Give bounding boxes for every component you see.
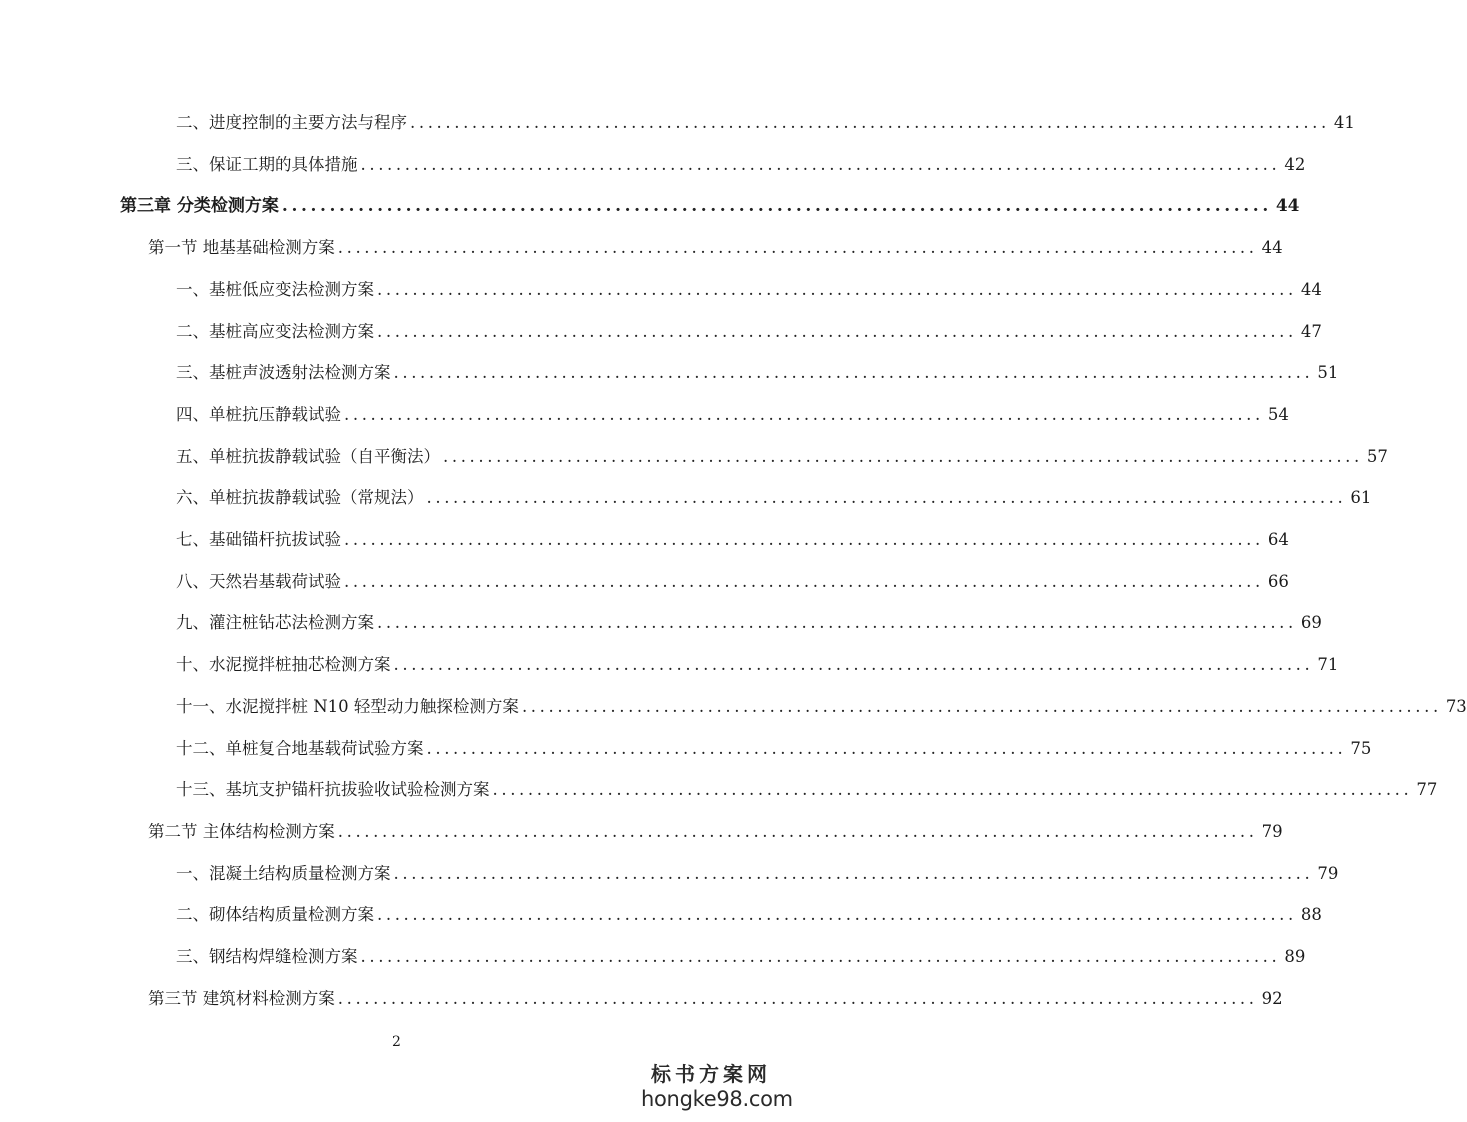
toc-dot-leader: ........................................................................................................ — [443, 447, 1363, 466]
toc-item[interactable] — [176, 271, 1322, 301]
toc-dot-leader: ........................................................................................................ — [337, 822, 1258, 841]
toc-item[interactable] — [176, 688, 1467, 718]
toc-entry-title: 五、单桩抗拔静载试验（自平衡法） — [176, 447, 440, 466]
toc-page-number: 88 — [1300, 905, 1322, 924]
toc-item[interactable] — [176, 938, 1306, 968]
toc-page-number: 79 — [1261, 822, 1283, 841]
toc-page-number: 44 — [1275, 196, 1300, 216]
toc-dot-leader: ........................................................................................................ — [377, 322, 1297, 341]
toc-entry-title: 一、混凝土结构质量检测方案 — [176, 864, 391, 883]
toc-section[interactable] — [148, 813, 1283, 843]
toc-page-number: 66 — [1267, 572, 1289, 591]
toc-page-number: 92 — [1261, 989, 1283, 1008]
toc-entry-title: 十、水泥搅拌桩抽芯检测方案 — [176, 655, 391, 674]
toc-dot-leader: ........................................................................................................ — [521, 697, 1442, 716]
toc-page-number: 89 — [1284, 947, 1306, 966]
toc-item[interactable] — [176, 479, 1372, 509]
toc-section[interactable] — [148, 980, 1283, 1010]
toc-page-number: 79 — [1317, 864, 1339, 883]
toc-page-number: 77 — [1416, 780, 1438, 799]
toc-item[interactable] — [176, 313, 1322, 343]
toc-dot-leader: ........................................................................................................ — [360, 947, 1281, 966]
toc-page-number: 41 — [1333, 113, 1355, 132]
watermark-url: hongke98.com — [641, 1087, 793, 1111]
toc-page-number: 57 — [1366, 447, 1388, 466]
toc-entry-title: 一、基桩低应变法检测方案 — [176, 280, 374, 299]
toc-page-number: 61 — [1350, 488, 1372, 507]
toc-entry-title: 十三、基坑支护锚杆抗拔验收试验检测方案 — [176, 780, 490, 799]
toc-page-number: 42 — [1284, 155, 1306, 174]
toc-item[interactable] — [176, 604, 1322, 634]
toc-page-number: 54 — [1267, 405, 1289, 424]
toc-dot-leader: ........................................................................................................ — [410, 113, 1330, 132]
toc-page-number: 51 — [1317, 363, 1339, 382]
toc-dot-leader: ........................................................................................................ — [344, 572, 1264, 591]
toc-dot-leader: ........................................................................................................ — [393, 363, 1314, 382]
toc-item[interactable] — [176, 438, 1388, 468]
toc-chapter[interactable] — [120, 187, 1300, 217]
toc-item[interactable] — [176, 146, 1306, 176]
toc-entry-title: 二、砌体结构质量检测方案 — [176, 905, 374, 924]
toc-dot-leader: ........................................................................................................ — [281, 196, 1272, 216]
toc-page-number: 44 — [1300, 280, 1322, 299]
toc-entry-title: 二、基桩高应变法检测方案 — [176, 322, 374, 341]
toc-item[interactable] — [176, 896, 1322, 926]
site-watermark — [641, 1062, 793, 1112]
toc-page-number: 44 — [1261, 238, 1283, 257]
toc-dot-leader: ........................................................................................................ — [360, 155, 1281, 174]
toc-item[interactable] — [176, 730, 1372, 760]
toc-entry-title: 二、进度控制的主要方法与程序 — [176, 113, 407, 132]
toc-entry-title: 第三节 建筑材料检测方案 — [148, 989, 335, 1008]
toc-item[interactable] — [176, 646, 1339, 676]
toc-entry-title: 八、天然岩基载荷试验 — [176, 572, 341, 591]
toc-page-number: 73 — [1445, 697, 1467, 716]
watermark-title: 标书方案网 — [651, 1062, 771, 1086]
toc-page-number: 47 — [1300, 322, 1322, 341]
toc-item[interactable] — [176, 396, 1289, 426]
toc-page-number: 75 — [1350, 739, 1372, 758]
toc-dot-leader: ........................................................................................................ — [337, 989, 1258, 1008]
toc-dot-leader: ........................................................................................................ — [393, 655, 1314, 674]
toc-entry-title: 四、单桩抗压静载试验 — [176, 405, 341, 424]
toc-dot-leader: ........................................................................................................ — [426, 488, 1347, 507]
toc-page-number: 71 — [1317, 655, 1339, 674]
toc-section[interactable] — [148, 229, 1283, 259]
toc-item[interactable] — [176, 563, 1289, 593]
toc-item[interactable] — [176, 521, 1289, 551]
toc-entry-title: 三、基桩声波透射法检测方案 — [176, 363, 391, 382]
toc-entry-title: 第二节 主体结构检测方案 — [148, 822, 335, 841]
toc-entry-title: 第一节 地基基础检测方案 — [148, 238, 335, 257]
toc-item[interactable] — [176, 104, 1355, 134]
toc-page-number: 64 — [1267, 530, 1289, 549]
toc-entry-title: 三、保证工期的具体措施 — [176, 155, 358, 174]
toc-dot-leader: ........................................................................................................ — [337, 238, 1258, 257]
toc-entry-title: 十二、单桩复合地基载荷试验方案 — [176, 739, 424, 758]
page-number: 2 — [392, 1034, 401, 1050]
toc-entry-title: 十一、水泥搅拌桩 N10 轻型动力触探检测方案 — [176, 697, 519, 716]
toc-dot-leader: ........................................................................................................ — [377, 280, 1297, 299]
toc-dot-leader: ........................................................................................................ — [344, 405, 1264, 424]
toc-item[interactable] — [176, 855, 1339, 885]
toc-dot-leader: ........................................................................................................ — [377, 905, 1297, 924]
toc-dot-leader: ........................................................................................................ — [393, 864, 1314, 883]
toc-item[interactable] — [176, 354, 1339, 384]
toc-entry-title: 第三章 分类检测方案 — [120, 196, 279, 216]
toc-dot-leader: ........................................................................................................ — [377, 613, 1297, 632]
toc-entry-title: 三、钢结构焊缝检测方案 — [176, 947, 358, 966]
toc-dot-leader: ........................................................................................................ — [426, 739, 1347, 758]
toc-entry-title: 六、单桩抗拔静载试验（常规法） — [176, 488, 424, 507]
toc-item[interactable] — [176, 771, 1438, 801]
toc-entry-title: 七、基础锚杆抗拔试验 — [176, 530, 341, 549]
toc-page-number: 69 — [1300, 613, 1322, 632]
toc-dot-leader: ........................................................................................................ — [344, 530, 1264, 549]
toc-entry-title: 九、灌注桩钻芯法检测方案 — [176, 613, 374, 632]
toc-dot-leader: ........................................................................................................ — [492, 780, 1413, 799]
